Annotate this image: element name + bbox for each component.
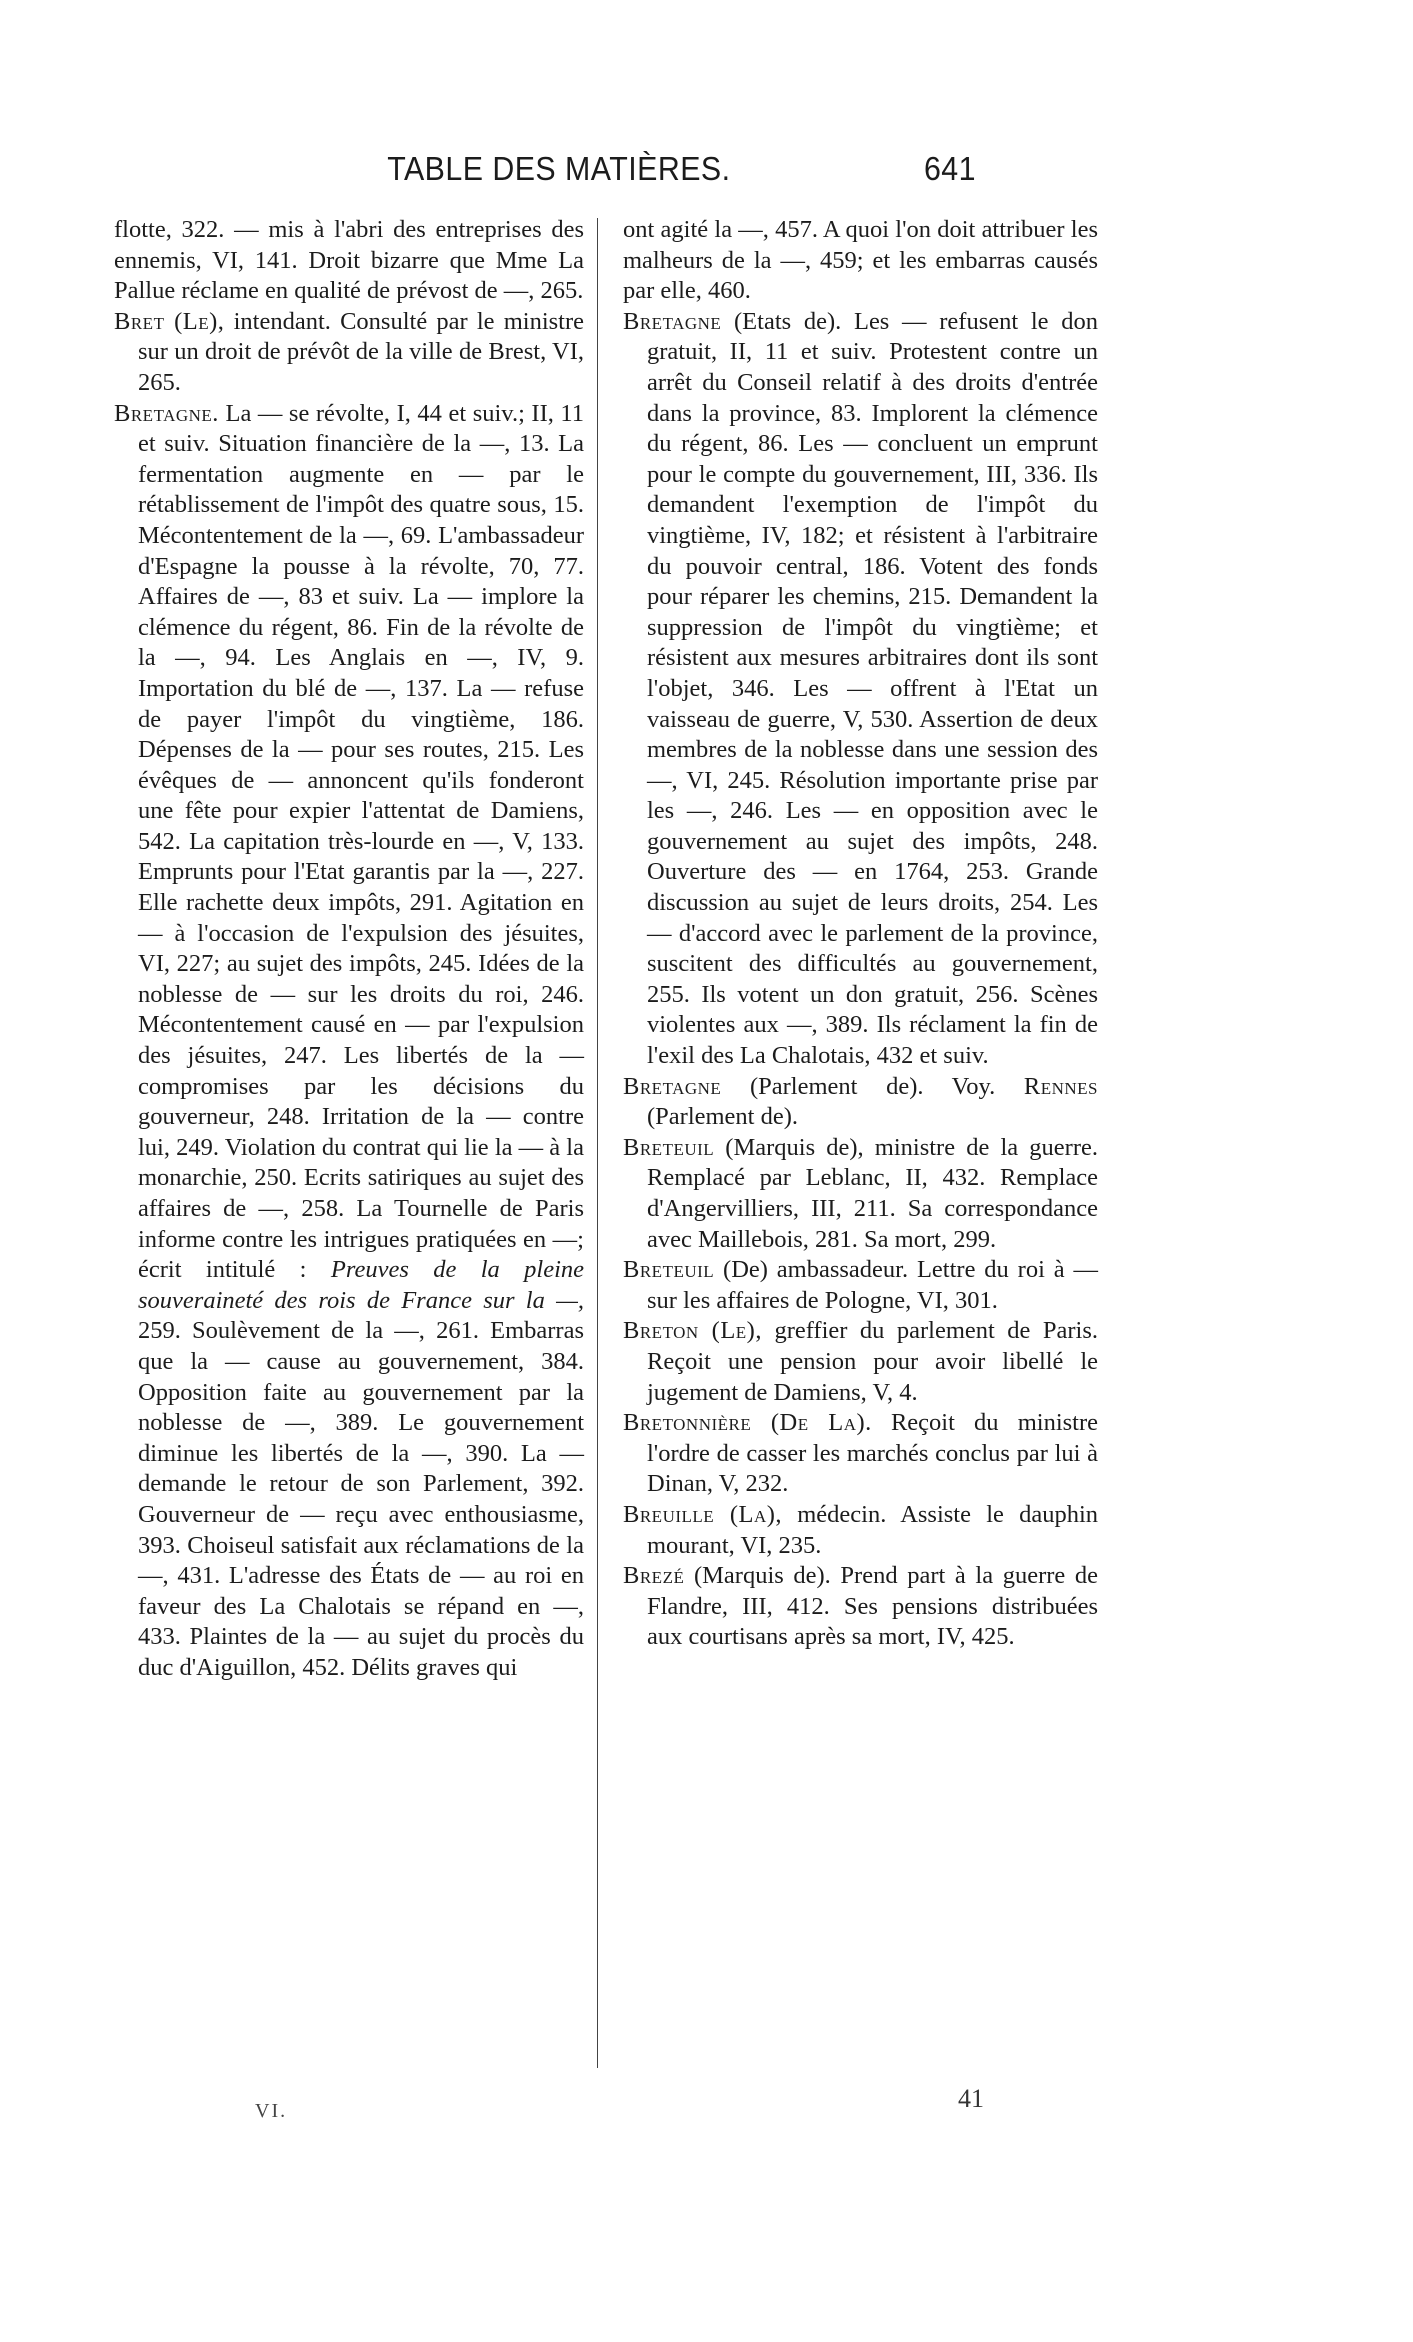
entry-headword: Breteuil (623, 1133, 715, 1161)
index-entry (623, 1500, 1098, 1561)
entry-headword: Bret (Le), (114, 307, 225, 335)
entry-text: (Marquis de). Prend part à la guerre de Flandre, III, 412. Ses pensions distribuées aux courtisans après sa mort, IV, 425. (647, 1562, 1098, 1651)
entry-text: La — se révolte, I, 44 et suiv.; II, 11 et suiv. Situation financière de la —, 13. La fermentation augmente en — par le rétablissement de l'impôt des quatre sous, 15. Mécontentement de la —, 69. L'ambassadeur d'Espagne la pousse à la révolte, 70, 77. Affaires de —, 83 et suiv. La — implore la clémence du régent, 86. Fin de la révolte de la —, 94. Les Anglais en —, IV, 9. Importation du blé de —, 137. La — refuse de payer l'impôt du vingtième, 186. Dépenses de la — pour ses routes, 215. Les évêques de — annoncent qu'ils fonderont une fête pour expier l'attentat de Damiens, 542. La capitation très-lourde en —, V, 133. Emprunts pour l'Etat garantis par la —, 227. Elle rachette deux impôts, 291. Agitation en — à l'occasion de l'expulsion des jésuites, VI, 227; au sujet des impôts, 245. Idées de la noblesse de — sur les droits du roi, 246. Mécontentement causé en — par l'expulsion des jésuites, 247. Les libertés de la — compromises par les décisions du gouverneur, 248. Irritation de la — contre lui, 249. Violation du contrat qui lie la — à la monarchie, 250. Ecrits satiriques au sujet des affaires de —, 258. La Tournelle de Paris informe contre les intrigues pratiquées en —; écrit intitulé : (138, 399, 585, 1284)
entry-headword: Bretagne (623, 307, 722, 335)
left-column (114, 215, 584, 1684)
index-entry (623, 1561, 1098, 1653)
entry-text: (Etats de). Les — refusent le don gratuit, II, 11 et suiv. Protestent contre un arrêt du Conseil relatif à des droits d'entrée dans la province, 83. Implorent la clémence du régent, 86. Les — concluent un emprunt pour le compte du gouvernement, III, 336. Ils demandent l'exemption de l'impôt du vingtième, IV, 182; et résistent à l'arbitraire du pouvoir central, 186. Votent des fonds pour réparer les chemins, 215. Demandent la suppression de l'impôt du vingtième; et résistent aux mesures arbitraires dont ils sont l'objet, 346. Les — offrent à l'Etat un vaisseau de guerre, V, 530. Assertion de deux membres de la noblesse dans une session des —, VI, 245. Résolution importante prise par les —, 246. Les — en opposition avec le gouvernement au sujet des impôts, 248. Ouverture des — en 1764, 253. Grande discussion au sujet de leurs droits, 254. Les — d'accord avec le parlement de la province, suscitent des difficultés au gouvernement, 255. Ils votent un don gratuit, 256. Scènes violentes aux —, 389. Ils réclament la fin de l'exil des La Chalotais, 432 et suiv. (647, 307, 1098, 1070)
entry-headword: Brezé (623, 1562, 685, 1590)
right-column (623, 215, 1098, 1653)
entry-text: (De) ambassadeur. Lettre du roi à — sur les affaires de Pologne, VI, 301. (647, 1256, 1098, 1314)
cross-reference: Rennes (1023, 1072, 1099, 1100)
signature-mark: VI. (255, 2100, 288, 2122)
index-entry (114, 399, 584, 1684)
folio-number: 41 (958, 2084, 984, 2113)
index-entry (623, 215, 1098, 307)
entry-title-italic: Preuves de la pleine souveraineté des rois de France sur la —, (138, 1256, 585, 1314)
entry-text: (Parlement de). (647, 1103, 799, 1131)
index-entry (623, 1408, 1098, 1500)
entry-text: greffier du parlement de Paris. Reçoit une pension pour avoir libellé le jugement de Damiens, V, 4. (647, 1317, 1099, 1406)
index-entry (114, 215, 584, 307)
entry-text: flotte, 322. — mis à l'abri des entreprises des ennemis, VI, 141. Droit bizarre que Mme La Pallue réclame en qualité de prévost de —, 265. (114, 216, 584, 305)
entry-text: médecin. Assiste le dauphin mourant, VI, 235. (647, 1500, 1098, 1559)
entry-headword: Breuille (La), (623, 1500, 783, 1528)
entry-text: intendant. Consulté par le ministre sur un droit de prévôt de la ville de Brest, VI, 265. (138, 307, 584, 396)
entry-headword: Bretagne. (114, 399, 219, 427)
index-entry (623, 307, 1098, 1072)
entry-headword: Breton (Le), (623, 1317, 762, 1345)
entry-text: (Marquis de), ministre de la guerre. Remplacé par Leblanc, II, 432. Remplace d'Angervilliers, III, 211. Sa correspondance avec Maillebois, 281. Sa mort, 299. (647, 1133, 1098, 1253)
page-number: 641 (923, 150, 976, 187)
index-entry (623, 1255, 1098, 1316)
entry-text: Reçoit du ministre l'ordre de casser les marchés conclus par lui à Dinan, V, 232. (647, 1409, 1098, 1498)
index-entry (114, 307, 584, 399)
entry-headword: Bretonnière (De La). (623, 1409, 872, 1437)
entry-text: ont agité la —, 457. A quoi l'on doit attribuer les malheurs de la —, 459; et les embarras causés par elle, 460. (623, 216, 1098, 305)
entry-text: (Parlement de). Voy. (749, 1072, 996, 1100)
index-entry (623, 1133, 1098, 1255)
entry-headword: Bretagne (623, 1072, 722, 1100)
index-entry (623, 1316, 1098, 1408)
page-header (378, 150, 976, 188)
index-entry (623, 1072, 1098, 1133)
page-title: TABLE DES MATIÈRES. (387, 150, 731, 187)
column-divider (597, 218, 598, 2068)
entry-headword: Breteuil (623, 1256, 715, 1284)
entry-text: 259. Soulèvement de la —, 261. Embarras que la — cause au gouvernement, 384. Opposition faite au gouvernement par la noblesse de —, 389. Le gouvernement diminue les libertés de la —, 390. La — demande le retour de son Parlement, 392. Gouverneur de — reçu avec enthousiasme, 393. Choiseul satisfait aux réclamations de la —, 431. L'adresse des États de — au roi en faveur des La Chalotais se répand en —, 433. Plaintes de la — au sujet du procès du duc d'Aiguillon, 452. Délits graves qui (138, 1317, 584, 1681)
